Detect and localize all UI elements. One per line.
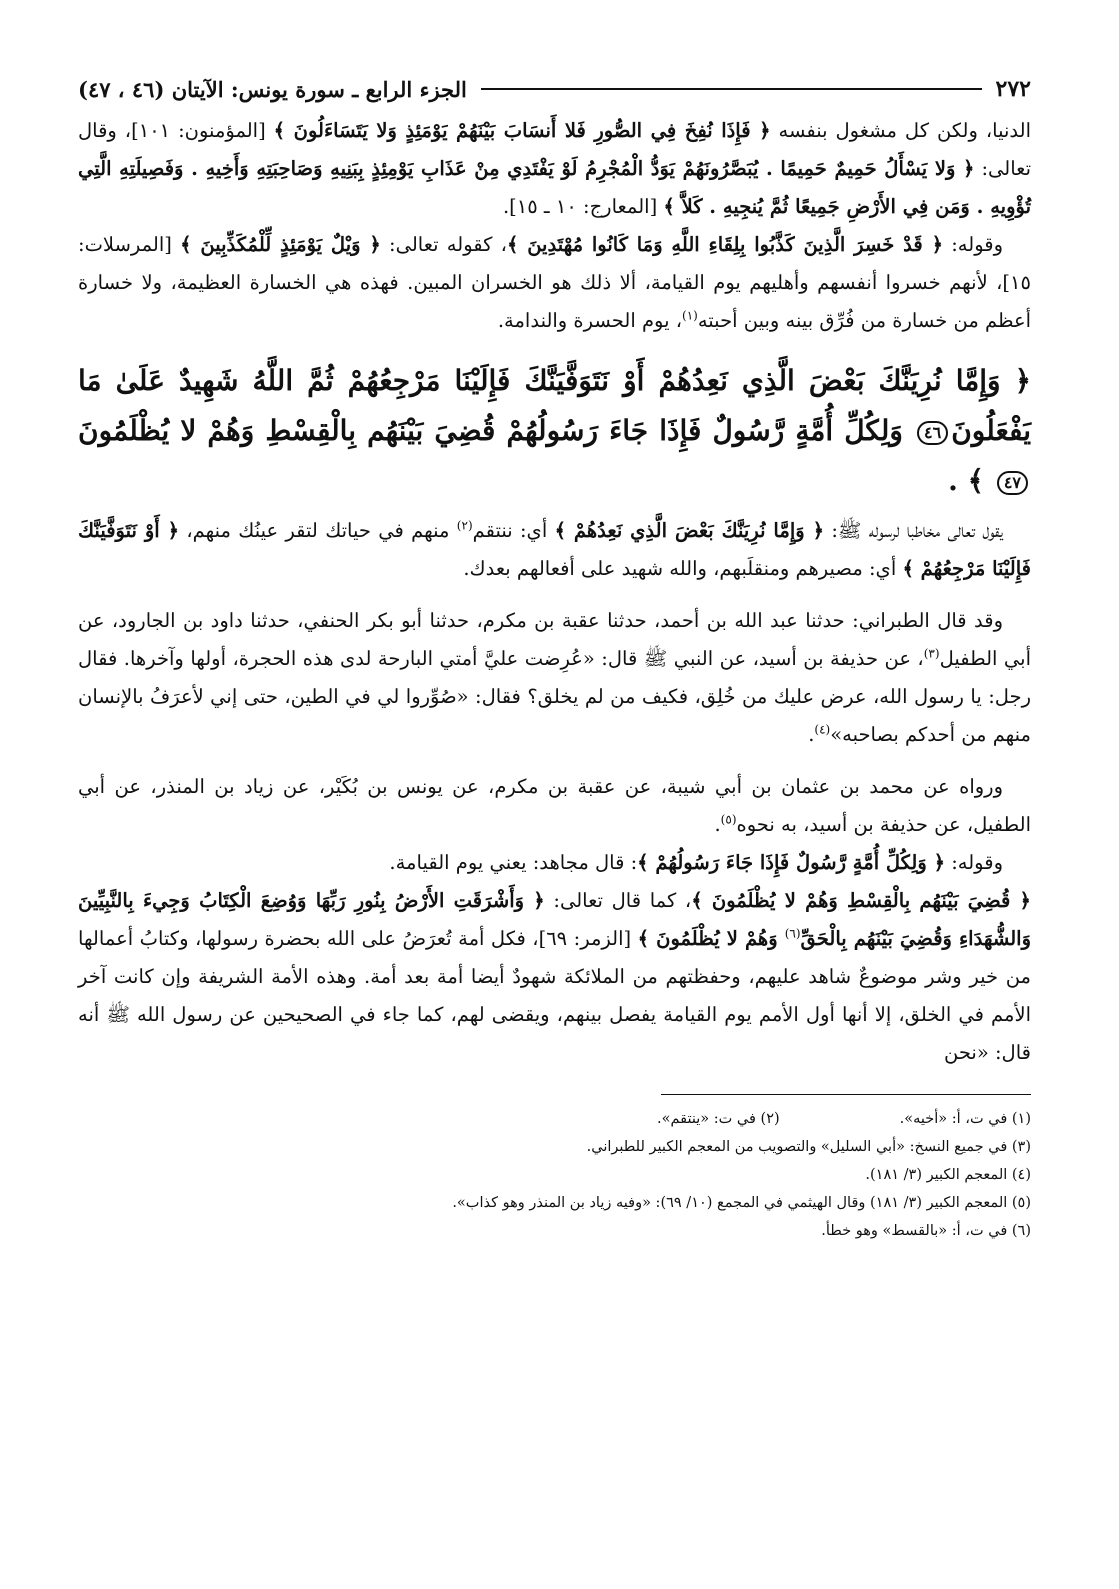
text: . bbox=[808, 723, 815, 746]
footnote-5: (٥) المعجم الكبير (٣/ ١٨١) وقال الهيثمي في المجمع (١٠/ ٦٩): «وفيه زياد بن المنذر وهو كذاب». bbox=[452, 1195, 1031, 1211]
text: : قال مجاهد: يعني يوم القيامة. bbox=[389, 851, 638, 874]
footnote-ref: (٤) bbox=[814, 722, 831, 737]
footnote-rule bbox=[661, 1094, 1031, 1095]
paragraph-3 bbox=[78, 512, 1031, 588]
text: [المعارج: ١٠ ـ ١٥]. bbox=[502, 195, 664, 218]
footnote-4: (٤) المعجم الكبير (٣/ ١٨١). bbox=[865, 1167, 1031, 1183]
text: ورواه عن محمد بن عثمان بن أبي شيبة، عن عقبة بن مكرم، عن يونس بن بُكَيْر، عن زياد بن المنذر، عن أبي الطفيل، عن حذيفة بن أسيد، به نحوه bbox=[78, 775, 1031, 836]
footnote-ref: (٣) bbox=[923, 646, 940, 661]
text: ، كما قال تعالى: bbox=[544, 889, 692, 912]
quran-quote: ﴿ وَإِمَّا نُرِيَنَّكَ بَعْضَ الَّذِي نَعِدُهُمْ ﴾ bbox=[554, 519, 824, 542]
text: ، يوم الحسرة والندامة. bbox=[497, 309, 683, 332]
text: وقوله: bbox=[945, 851, 1003, 874]
text: منهم في حياتك لتقر عينُك منهم، bbox=[179, 519, 457, 542]
footnote-2: (٢) في ت: «ينتقم». bbox=[657, 1111, 780, 1127]
verse-text: ﴿ وَإِمَّا نُرِيَنَّكَ بَعْضَ الَّذِي نَعِدُهُمْ أَوْ نَتَوَفَّيَنَّكَ فَإِلَيْنَا مَرْجِعُهُمْ ثُمَّ اللَّهُ شَهِيدٌ عَلَىٰ مَا يَفْعَلُونَ bbox=[78, 364, 1031, 447]
quran-quote: ﴿ قُضِيَ بَيْنَهُم بِالْقِسْطِ وَهُمْ لا يُظْلَمُونَ ﴾ bbox=[691, 889, 1031, 912]
footnote-row bbox=[78, 1105, 1031, 1133]
text: ، عن حذيفة بن أسيد، عن النبي ﷺ قال: «عُرِضت عليَّ أمتي البارحة لدى هذه الحجرة، أولها وآخرها. فقال رجل: يا رسول الله، عرض عليك من خُلِق، فكيف من لم يخلق؟ فقال: «صُوِّروا لي في الطين، حتى إني لأعرَفُ بالإنسان منهم من أحدكم بصاحبه» bbox=[78, 647, 1031, 746]
quran-quote: ﴿ وَلا يَسْأَلُ حَمِيمٌ حَمِيمًا . يُبَصَّرُونَهُمْ يَوَدُّ الْمُجْرِمُ لَوْ يَفْتَدِي مِنْ عَذَابِ يَوْمِئِذٍ بِبَنِيهِ وَصَاحِبَتِهِ وَأَخِيهِ . وَفَصِيلَتِهِ الَّتِي تُؤْوِيهِ . وَمَن فِي الأَرْضِ جَمِيعًا ثُمَّ يُنجِيهِ . كَلاَّ ﴾ bbox=[78, 157, 1031, 218]
ayah-number-marker: ٤٧ bbox=[997, 471, 1028, 495]
text: الدنيا، ولكن كل مشغول بنفسه bbox=[770, 119, 1032, 142]
verse-block bbox=[78, 356, 1031, 506]
paragraph-7 bbox=[78, 882, 1031, 1072]
paragraph-4 bbox=[78, 602, 1031, 754]
text: [الزمر: ٦٩]، فكل أمة تُعرَضُ على الله بحضرة رسولها، وكتابُ أعمالها من خير وشر موضوعٌ شاهد عليهم، وحفظتهم من الملائكة شهودٌ أيضا أمة بعد أمة. وهذه الأمة الشريفة وإن كانت آخر الأمم في الخلق، إلا أنها أول الأمم يوم القيامة يفصل بينهم، ويقضى لهم، كما جاء في الصحيحين عن رسول الله ﷺ أنه قال: «نحن bbox=[78, 927, 1031, 1064]
footnote-ref: (٦) bbox=[784, 926, 801, 941]
text: أي: ننتقم bbox=[472, 519, 555, 542]
footnote-ref: (٥) bbox=[720, 812, 737, 827]
page-header bbox=[78, 72, 1031, 106]
quran-quote: ﴿ وَيْلٌ يَوْمَئِذٍ لِّلْمُكَذِّبِينَ ﴾ bbox=[180, 233, 381, 256]
footnotes bbox=[78, 1105, 1031, 1245]
running-title: الجزء الرابع ـ سورة يونس: الآيتان (٤٦ ، ٤٧) bbox=[78, 76, 467, 102]
quran-quote: ﴿ وَأَشْرَقَتِ الأَرْضُ بِنُورِ رَبِّهَا وَوُضِعَ الْكِتَابُ وَجِيءَ بِالنَّبِيِّينَ وَالشُّهَدَاءِ وَقُضِيَ بَيْنَهُم بِالْحَقِّ bbox=[78, 889, 1031, 950]
quran-quote: ﴿ فَإِذَا نُفِخَ فِي الصُّورِ فَلا أَنسَابَ بَيْنَهُمْ يَوْمَئِذٍ وَلا يَتَسَاءَلُونَ ﴾ bbox=[273, 119, 771, 142]
footnote-ref: (٢) bbox=[456, 518, 473, 533]
text: [المرسلات: ١٥]، لأنهم خسروا أنفسهم وأهليهم يوم القيامة، ألا ذلك هو الخسران المبين. فهذه هي الخسارة العظيمة، ولا خسارة أعظم من خسارة من فُرِّق بينه وبين أحبته bbox=[78, 233, 1031, 332]
page-number: ٢٧٢ bbox=[995, 76, 1031, 102]
footnote-3: (٣) في جميع النسخ: «أبي السليل» والتصويب من المعجم الكبير للطبراني. bbox=[586, 1139, 1031, 1155]
footnote-6: (٦) في ت، أ: «بالقسط» وهو خطأ. bbox=[821, 1223, 1031, 1239]
text: ، كقوله تعالى: bbox=[380, 233, 507, 256]
quran-quote: ﴿ أَوْ نَتَوَفَّيَنَّكَ فَإِلَيْنَا مَرْجِعُهُمْ ﴾ bbox=[78, 519, 1031, 580]
text: [المؤمنون: ١٠١]، وقال تعالى: bbox=[78, 119, 1031, 180]
footnote-1: (١) في ت، أ: «أخيه». bbox=[899, 1111, 1031, 1127]
paragraph-5 bbox=[78, 768, 1031, 844]
header-rule bbox=[481, 88, 982, 90]
text: يقول تعالى مخاطبا لرسوله ﷺ: bbox=[824, 519, 1004, 542]
quran-quote: وَهُمْ لا يُظْلَمُونَ ﴾ bbox=[637, 927, 785, 950]
text: وقد قال الطبراني: حدثنا عبد الله بن أحمد، حدثنا عقبة بن مكرم، حدثنا أبو بكر الحنفي، حدثنا داود بن الجارود، عن أبي الطفيل bbox=[78, 609, 1032, 670]
quran-quote: ﴿ قَدْ خَسِرَ الَّذِينَ كَذَّبُوا بِلِقَاءِ اللَّهِ وَمَا كَانُوا مُهْتَدِينَ ﴾ bbox=[506, 233, 943, 256]
paragraph-6 bbox=[78, 844, 1031, 882]
paragraph-2 bbox=[78, 226, 1031, 340]
text: وقوله: bbox=[943, 233, 1004, 256]
footnote-ref: (١) bbox=[682, 308, 698, 323]
quran-quote: ﴿ وَلِكُلِّ أُمَّةٍ رَّسُولٌ فَإِذَا جَاءَ رَسُولُهُمْ ﴾ bbox=[637, 851, 946, 874]
text: . bbox=[714, 813, 721, 836]
paragraph-1 bbox=[78, 112, 1031, 226]
text: أي: مصيرهم ومنقلَبهم، والله شهيد على أفعالهم بعدك. bbox=[463, 557, 903, 580]
ayah-number-marker: ٤٦ bbox=[917, 421, 948, 445]
verse-text: وَلِكُلِّ أُمَّةٍ رَّسُولٌ فَإِذَا جَاءَ رَسُولُهُمْ قُضِيَ بَيْنَهُم بِالْقِسْطِ وَهُمْ لا يُظْلَمُونَ bbox=[78, 414, 915, 447]
verse-text: ﴾ . bbox=[948, 464, 994, 497]
